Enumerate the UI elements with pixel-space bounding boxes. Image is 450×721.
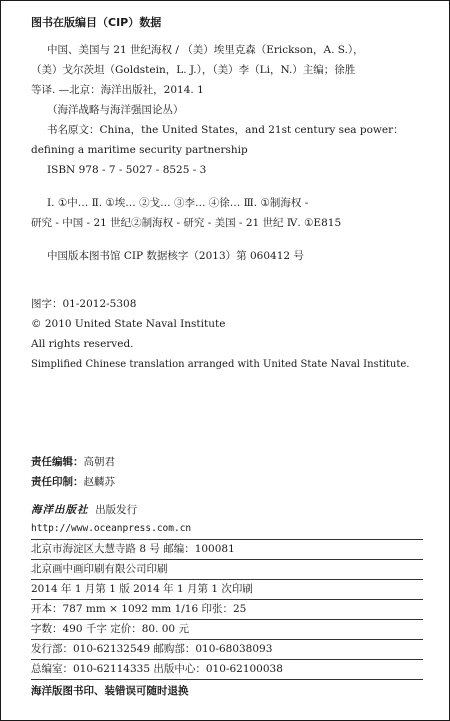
return-notice: 海洋版图书印、装错误可随时退换 [31,685,189,697]
divider [31,639,423,640]
divider [31,659,423,660]
cip-entry-line: （美）戈尔茨坦（Goldstein，L. J.），（美）李（Li，N.）主编；徐胜 [31,64,356,76]
phone-numbers: 发行部：010-62132549 邮购部：010-68038093 [31,643,273,655]
divider [31,539,423,540]
rights-reserved: All rights reserved. [31,338,134,350]
divider [31,559,423,560]
cip-record-number: 中国版本图书馆 CIP 数据核字（2013）第 060412 号 [47,250,304,262]
publisher-line [31,504,137,517]
printer: 北京画中画印刷有限公司印刷 [31,563,168,575]
wordcount-price: 字数：490 千字 定价：80. 00 元 [31,623,189,635]
publisher-suffix: 出版发行 [95,504,138,516]
cip-entry-line: 中国、美国与 21 世纪海权 / （美）埃里克森（Erickson，A. S.）， [47,44,364,56]
translation-notice: Simplified Chinese translation arranged with United State Naval Institute. [31,359,410,370]
cip-heading: 图书在版编目（CIP）数据 [31,16,162,29]
editor-name: 高朝君 [83,456,115,468]
publisher-imprint-logo: 海洋出版社 [31,504,89,516]
editor-label: 责任编辑： [31,456,84,468]
classification-line: Ⅰ. ①中… Ⅱ. ①埃… ②戈… ③李… ④徐… Ⅲ. ①制海权 - [47,197,309,209]
publisher-address: 北京市海淀区大慧寺路 8 号 邮编：100081 [31,543,235,555]
original-title-line: 书名原文：China，the United States，and 21st century sea power： [47,124,404,136]
divider [31,679,423,680]
format-info: 开本：787 mm × 1092 mm 1/16 印张：25 [31,603,247,615]
series-title: （海洋战略与海洋强国论丛） [47,104,184,116]
copyright-notice: © 2010 United State Naval Institute [31,318,226,330]
publisher-website: http://www.oceanpress.com.cn [31,523,192,534]
cip-entry-line: 等译. —北京：海洋出版社，2014. 1 [31,84,204,96]
printing-name: 赵麟苏 [83,476,115,488]
copyright-registration: 图字：01-2012-5308 [31,298,137,310]
divider [31,619,423,620]
responsible-printing [31,476,115,489]
phone-numbers: 总编室：010-62114335 出版中心：010-62100038 [31,663,283,675]
responsible-editor [31,456,115,469]
printing-label: 责任印制： [31,476,84,488]
original-title-line: defining a maritime security partnership [31,144,248,156]
edition-info: 2014 年 1 月第 1 版 2014 年 1 月第 1 次印刷 [31,583,253,595]
divider [31,599,423,600]
divider [31,579,423,580]
isbn: ISBN 978 - 7 - 5027 - 8525 - 3 [47,164,207,176]
classification-line: 研究 - 中国 - 21 世纪②制海权 - 研究 - 美国 - 21 世纪 Ⅳ. ①E815 [31,217,342,229]
